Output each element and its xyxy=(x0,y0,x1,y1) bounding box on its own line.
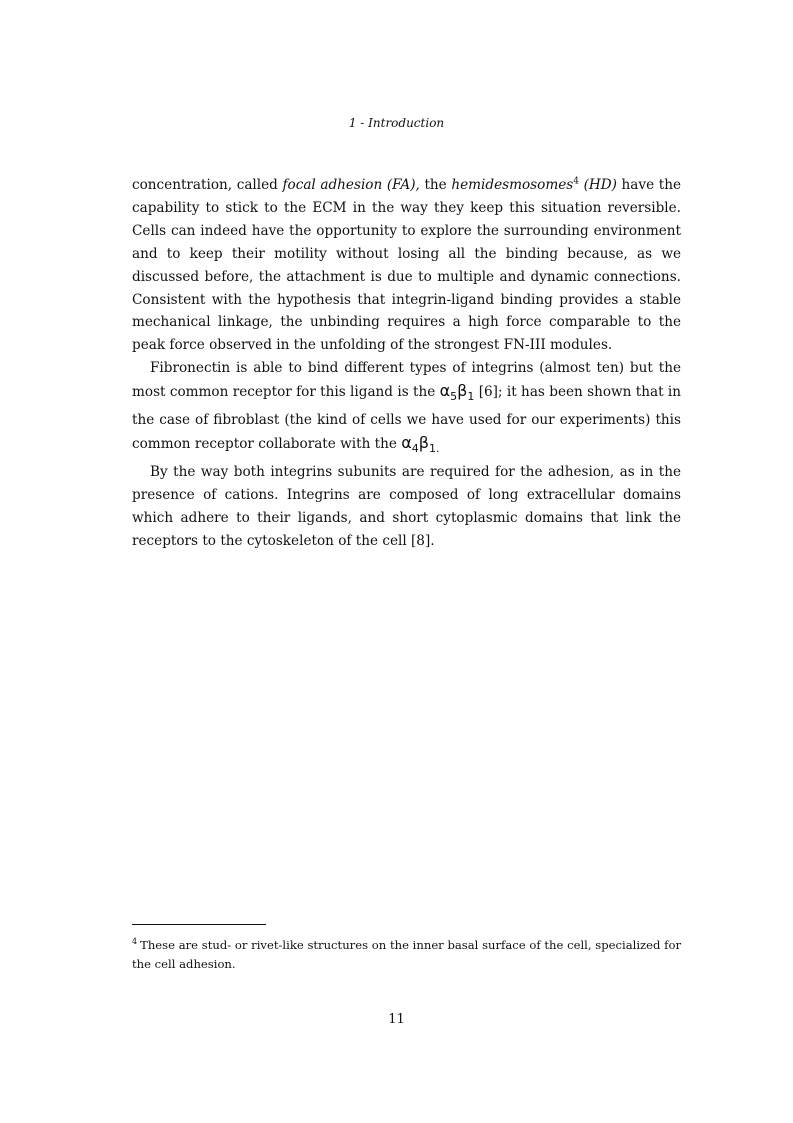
alpha-symbol: α xyxy=(439,381,451,401)
text-run: concentration, called xyxy=(132,177,283,193)
text-run: the xyxy=(419,177,452,193)
footnote xyxy=(132,936,681,974)
body-text xyxy=(132,174,681,553)
footnote-number: 4 xyxy=(132,937,138,947)
page-number: 11 xyxy=(388,1012,405,1027)
text-run: have the capability to stick to the ECM in the way they keep this situation reversible. Cells can indeed have the opportunity to explore the surrounding environment and to keep their motility without losing all the binding because, as we discussed before, the attachment is due to multiple and dynamic connections. Consistent with the hypothesis that integrin-ligand binding provides a stable mechanical linkage, the unbinding requires a high force comparable to the peak force observed in the unfolding of the strongest FN-III modules. xyxy=(132,177,681,354)
term-hd: (HD) xyxy=(578,177,617,193)
term-focal-adhesion: focal adhesion (FA), xyxy=(282,177,420,193)
footnote-divider xyxy=(132,924,266,925)
text-run: [6]; it has been shown that in the case of fibroblast (the kind of cells we have used for our experiments) this common receptor collaborate with the xyxy=(132,384,682,453)
running-header: 1 - Introduction xyxy=(348,116,445,130)
beta-symbol: β xyxy=(418,433,429,453)
paragraph-1 xyxy=(132,174,681,357)
subscript: 1 xyxy=(467,390,475,404)
subscript: 5 xyxy=(450,390,458,404)
beta-symbol: β xyxy=(457,381,468,401)
subscript: 4 xyxy=(411,442,419,456)
text-run: Fibronectin is able to bind different types of integrins (almost ten) but the most common receptor for this ligand is the xyxy=(132,360,681,401)
footnote-reference[interactable]: 4 xyxy=(573,176,579,187)
footnote-text: These are stud- or rivet-like structures on the inner basal surface of the cell, specialized for the cell adhesion. xyxy=(132,938,681,971)
term-hemidesmosomes: hemidesmosomes xyxy=(451,177,574,193)
integrin-alpha4-beta1 xyxy=(401,433,440,456)
alpha-symbol: α xyxy=(401,433,412,453)
subscript: 1. xyxy=(429,442,440,456)
integrin-alpha5-beta1 xyxy=(439,381,475,404)
paragraph-2 xyxy=(132,357,681,461)
paragraph-3: By the way both integrins subunits are required for the adhesion, as in the presence of cations. Integrins are composed of long extracellular domains which adhere to their ligands, and short cytoplasmic domains that link the receptors to the cytoskeleton of the cell [8]. xyxy=(132,464,681,549)
